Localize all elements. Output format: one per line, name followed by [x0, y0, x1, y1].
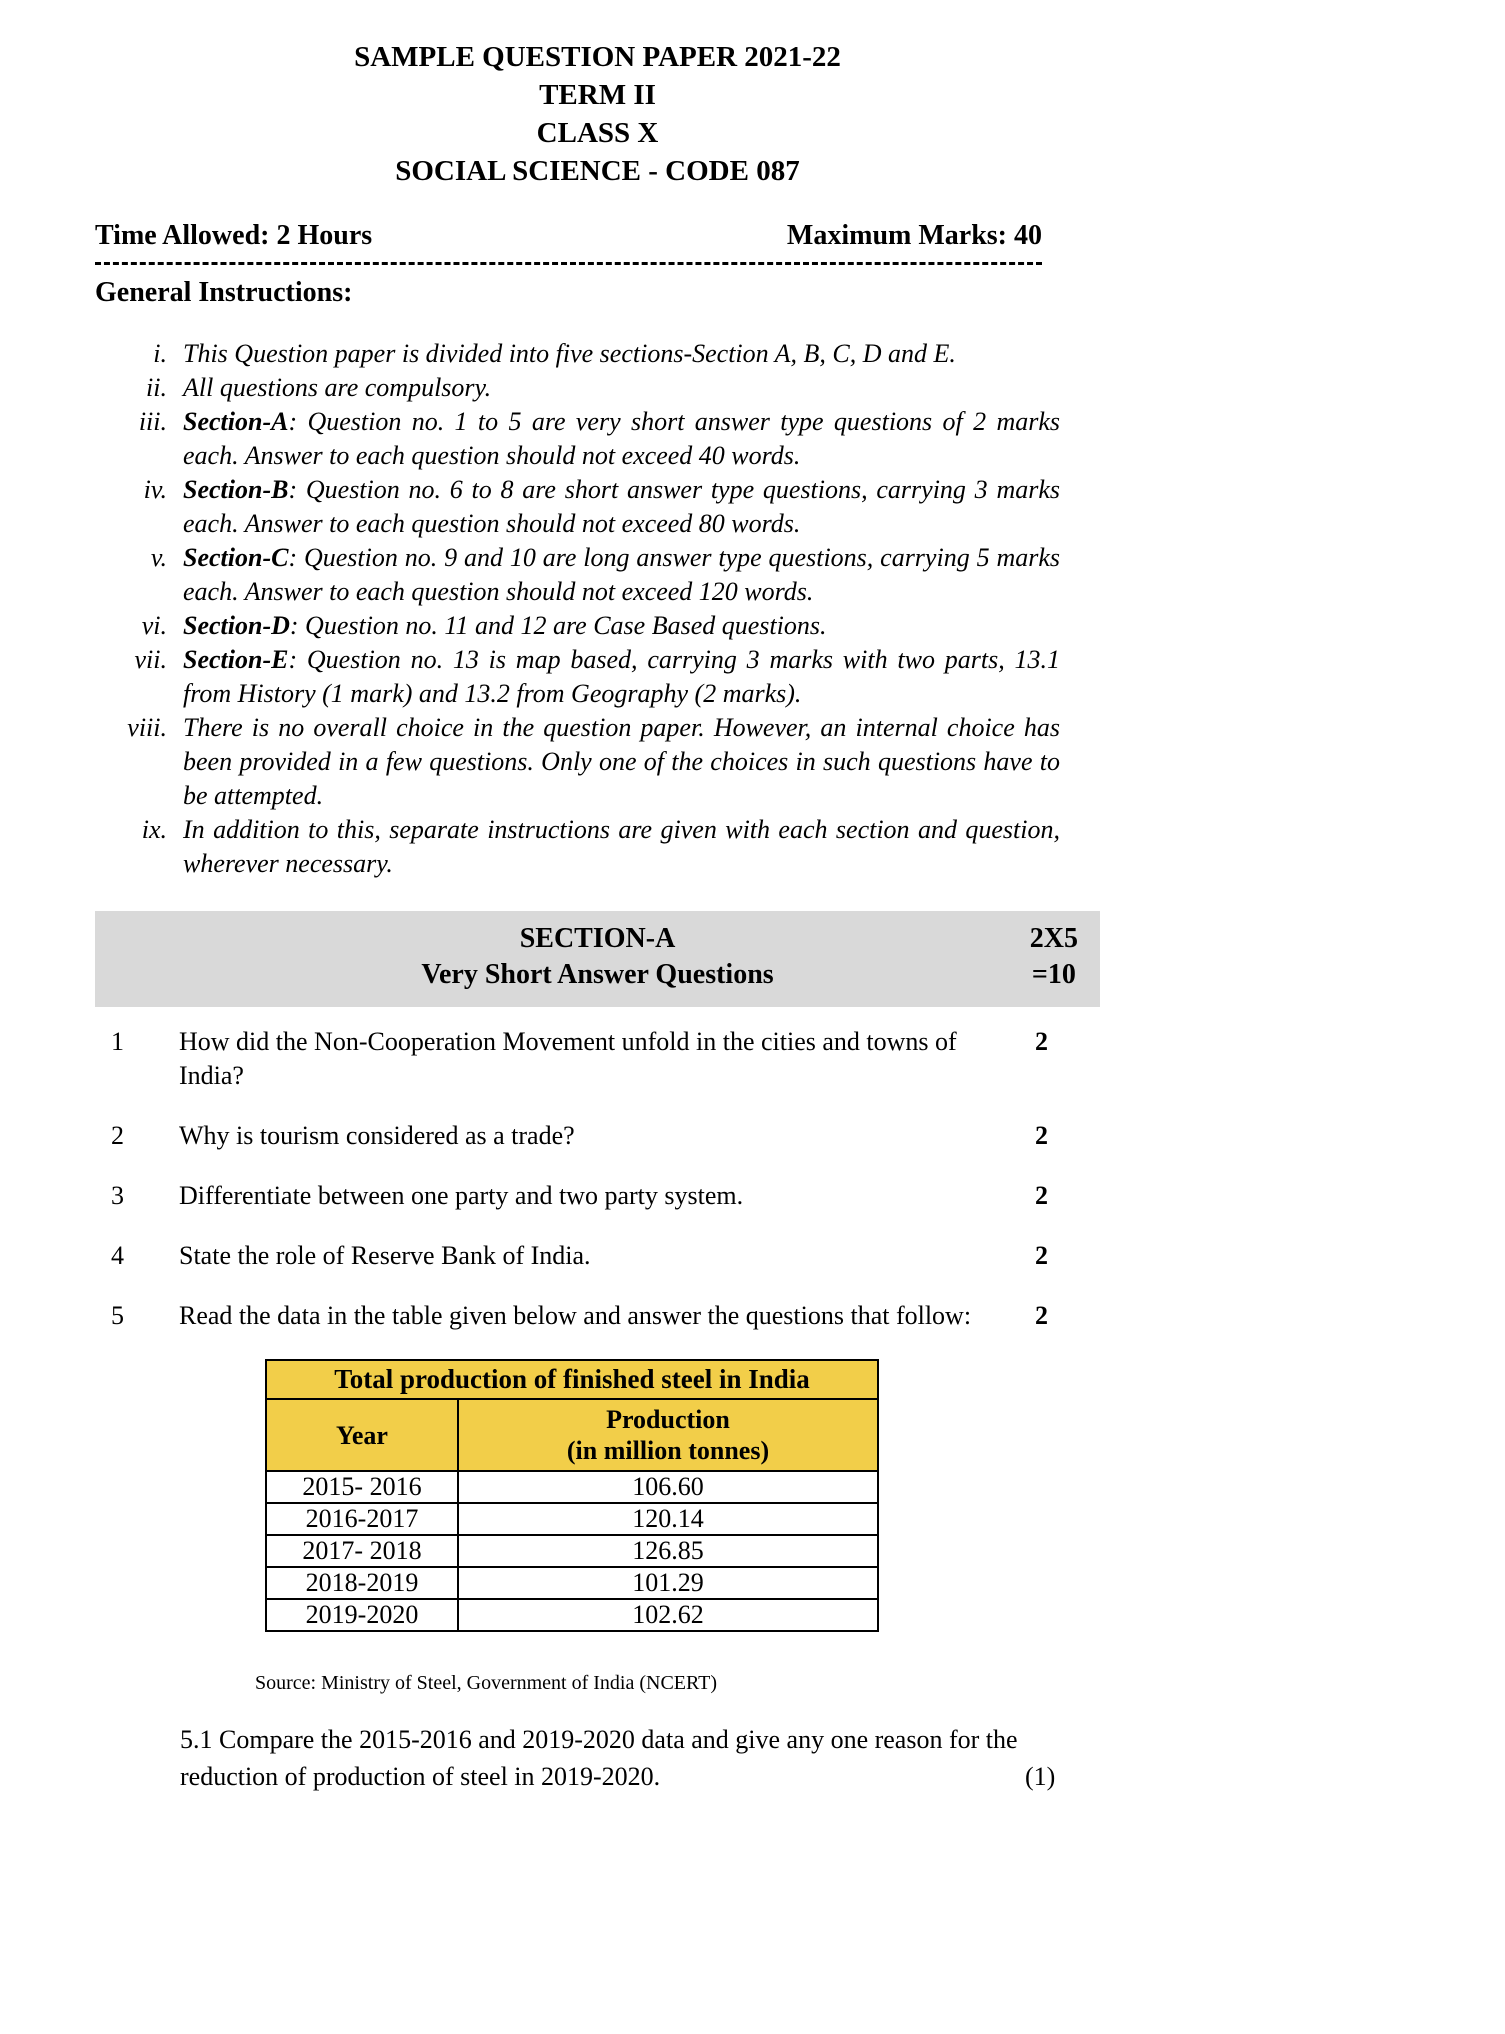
instruction-number: ix. [141, 815, 167, 844]
year-header: Year [266, 1399, 458, 1471]
paper-class: CLASS X [536, 117, 659, 149]
instruction-number: iii. [138, 407, 167, 436]
instruction-number: vi. [141, 611, 167, 640]
table-row [266, 1599, 878, 1631]
instruction-item [95, 643, 1100, 711]
instruction-number: vii. [134, 645, 167, 674]
question-marks: 2 [1035, 1027, 1048, 1056]
instruction-body: : Question no. 1 to 5 are very short answer type questions of 2 marks each. Answer to each question should not exceed 40 words. [183, 407, 1060, 470]
instruction-body: In addition to this, separate instructions are given with each section and question, wherever necessary. [183, 815, 1060, 878]
production-cell: 126.85 [458, 1535, 878, 1567]
meta-row [95, 220, 1100, 252]
production-cell: 102.62 [458, 1599, 878, 1631]
questions-section [95, 1025, 1100, 1795]
general-instructions-list [95, 337, 1100, 881]
instruction-item [95, 711, 1100, 813]
instruction-text [183, 541, 1100, 609]
table-row [266, 1567, 878, 1599]
production-header [458, 1399, 878, 1471]
instruction-text [183, 371, 1100, 405]
table-row [266, 1535, 878, 1567]
instruction-lead: Section-D [183, 611, 290, 640]
instruction-body: : Question no. 13 is map based, carrying 3 marks with two parts, 13.1 from History (1 mark) and 13.2 from Geography (2 marks). [183, 645, 1060, 708]
paper-title: SAMPLE QUESTION PAPER 2021-22 [354, 41, 841, 73]
instruction-body: This Question paper is divided into five sections-Section A, B, C, D and E. [183, 339, 956, 368]
instruction-item [95, 371, 1100, 405]
question-marks: 2 [1035, 1121, 1048, 1150]
question-text: Differentiate between one party and two party system. [179, 1181, 744, 1210]
year-cell: 2017- 2018 [266, 1535, 458, 1567]
table-header-row [266, 1399, 878, 1471]
instruction-body: All questions are compulsory. [183, 373, 492, 402]
instruction-text [183, 337, 1100, 371]
question-text: State the role of Reserve Bank of India. [179, 1241, 591, 1270]
question-marks: 2 [1035, 1241, 1048, 1270]
instruction-item [95, 405, 1100, 473]
instruction-lead: Section-A [183, 407, 289, 436]
section-marks-bottom: =10 [1031, 959, 1076, 990]
instruction-number: i. [153, 339, 167, 368]
section-marks [1030, 921, 1078, 993]
instruction-text [183, 813, 1100, 881]
paper-subject-code: SOCIAL SCIENCE - CODE 087 [395, 155, 800, 187]
production-cell: 101.29 [458, 1567, 878, 1599]
instruction-body: : Question no. 11 and 12 are Case Based questions. [289, 611, 827, 640]
instruction-text [183, 711, 1100, 813]
question-row [95, 1025, 1100, 1093]
instruction-item [95, 609, 1100, 643]
instruction-item [95, 473, 1100, 541]
instruction-number: viii. [127, 713, 167, 742]
table-row [266, 1503, 878, 1535]
sub-question-text: 5.1 Compare the 2015-2016 and 2019-2020 data and give any one reason for the reduction of production of steel in 2019-2020. [180, 1725, 1018, 1791]
table-source-note: Source: Ministry of Steel, Government of India (NCERT) [255, 1672, 718, 1694]
maximum-marks: Maximum Marks: 40 [786, 220, 1042, 251]
instruction-number: ii. [146, 373, 167, 402]
instruction-text [183, 473, 1100, 541]
question-text: How did the Non-Cooperation Movement unfold in the cities and towns of India? [179, 1027, 957, 1090]
question-row [95, 1119, 1100, 1153]
table-row [266, 1471, 878, 1503]
dashed-divider [95, 262, 1042, 265]
time-allowed: Time Allowed: 2 Hours [95, 220, 373, 251]
question-marks: 2 [1035, 1301, 1048, 1330]
instruction-item [95, 813, 1100, 881]
instruction-text [183, 405, 1100, 473]
steel-production-table [265, 1359, 879, 1632]
year-cell: 2019-2020 [266, 1599, 458, 1631]
question-number: 1 [111, 1027, 124, 1056]
production-cell: 106.60 [458, 1471, 878, 1503]
instruction-body: : Question no. 9 and 10 are long answer type questions, carrying 5 marks each. Answer to each question should not exceed 120 words. [183, 543, 1060, 606]
sub-question-5-1 [95, 1721, 1100, 1795]
question-text: Read the data in the table given below and answer the questions that follow: [179, 1301, 972, 1330]
instruction-number: v. [150, 543, 167, 572]
question-row [95, 1239, 1100, 1273]
question-number: 3 [111, 1181, 124, 1210]
instruction-item [95, 337, 1100, 371]
question-row [95, 1299, 1100, 1333]
instruction-body: : Question no. 6 to 8 are short answer type questions, carrying 3 marks each. Answer to each question should not exceed 80 words. [183, 475, 1060, 538]
question-number: 4 [111, 1241, 124, 1270]
instruction-lead: Section-E [183, 645, 289, 674]
instruction-item [95, 541, 1100, 609]
year-cell: 2018-2019 [266, 1567, 458, 1599]
instruction-lead: Section-C [183, 543, 289, 572]
section-title: SECTION-A [519, 923, 676, 954]
production-cell: 120.14 [458, 1503, 878, 1535]
year-cell: 2016-2017 [266, 1503, 458, 1535]
section-marks-top: 2X5 [1029, 923, 1078, 954]
question-text: Why is tourism considered as a trade? [179, 1121, 575, 1150]
paper-term: TERM II [539, 79, 656, 111]
instruction-number: iv. [143, 475, 167, 504]
question-number: 2 [111, 1121, 124, 1150]
question-marks: 2 [1035, 1181, 1048, 1210]
question-row [95, 1179, 1100, 1213]
instruction-text [183, 643, 1100, 711]
section-subtitle: Very Short Answer Questions [421, 959, 774, 990]
instruction-body: There is no overall choice in the question paper. However, an internal choice has been provided in a few questions. Only one of the choices in such questions have to be attempted. [183, 713, 1060, 810]
table-title: Total production of finished steel in India [266, 1360, 878, 1399]
production-header-line2: (in million tonnes) [566, 1436, 770, 1465]
section-a-banner [95, 911, 1100, 1007]
question-number: 5 [111, 1301, 124, 1330]
sub-question-marks: (1) [1025, 1762, 1056, 1791]
instruction-text [183, 609, 1100, 643]
general-instructions-title: General Instructions: [95, 277, 353, 308]
table-title-row [266, 1360, 878, 1399]
production-header-line1: Production [606, 1405, 730, 1434]
instruction-lead: Section-B [183, 475, 289, 504]
doc-header [95, 38, 1100, 190]
year-cell: 2015- 2016 [266, 1471, 458, 1503]
page-content [95, 0, 1100, 1795]
